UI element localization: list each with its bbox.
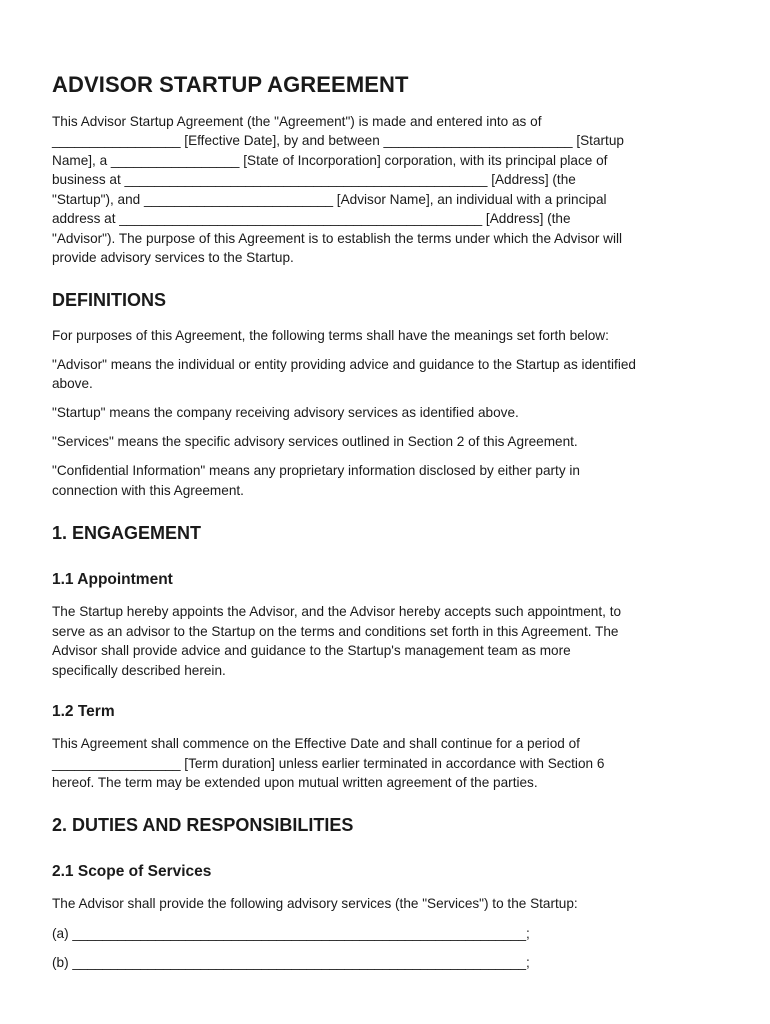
definitions-intro: For purposes of this Agreement, the following terms shall have the meanings set forth below: [52, 328, 609, 343]
scope-heading: 2.1 Scope of Services [52, 863, 212, 880]
term-line: This Agreement shall commence on the Effective Date and shall continue for a period of [52, 736, 580, 751]
definition-line: above. [52, 376, 93, 391]
appointment-line: Advisor shall provide advice and guidance to the Startup's management team as more [52, 643, 571, 658]
definition-startup: "Startup" means the company receiving advisory services as identified above. [52, 405, 519, 420]
service-item-b: (b) ____________________________________________________________; [52, 955, 530, 970]
term-heading: 1.2 Term [52, 703, 115, 720]
term-line: hereof. The term may be extended upon mutual written agreement of the parties. [52, 775, 538, 790]
intro-line: address at ________________________________________________ [Address] (the [52, 211, 571, 226]
term-line: _________________ [Term duration] unless earlier terminated in accordance with Section 6 [52, 756, 605, 771]
engagement-heading: 1. ENGAGEMENT [52, 523, 202, 543]
appointment-line: The Startup hereby appoints the Advisor, and the Advisor hereby accepts such appointment, to [52, 604, 622, 619]
definition-services: "Services" means the specific advisory services outlined in Section 2 of this Agreement. [52, 434, 578, 449]
duties-heading: 2. DUTIES AND RESPONSIBILITIES [52, 815, 354, 835]
appointment-heading: 1.1 Appointment [52, 571, 173, 588]
definition-line: "Advisor" means the individual or entity providing advice and guidance to the Startup as identified [52, 357, 636, 372]
intro-line: "Advisor"). The purpose of this Agreement is to establish the terms under which the Advisor will [52, 231, 623, 246]
appointment-line: serve as an advisor to the Startup on the terms and conditions set forth in this Agreement. The [52, 624, 619, 639]
appointment-line: specifically described herein. [52, 663, 226, 678]
intro-line: This Advisor Startup Agreement (the "Agreement") is made and entered into as of [52, 114, 542, 129]
intro-line: "Startup"), and _________________________ [Advisor Name], an individual with a principal [52, 192, 607, 207]
service-item-a: (a) ____________________________________________________________; [52, 926, 530, 941]
intro-line: provide advisory services to the Startup. [52, 250, 294, 265]
intro-line: _________________ [Effective Date], by and between _________________________ [Startup [52, 133, 624, 148]
definition-line: "Confidential Information" means any proprietary information disclosed by either party in [52, 463, 580, 478]
intro-line: business at ________________________________________________ [Address] (the [52, 172, 576, 187]
document-title: ADVISOR STARTUP AGREEMENT [52, 72, 409, 97]
scope-intro: The Advisor shall provide the following advisory services (the "Services") to the Startup: [52, 896, 578, 911]
definition-line: connection with this Agreement. [52, 483, 244, 498]
intro-line: Name], a _________________ [State of Incorporation] corporation, with its principal place of [52, 153, 608, 168]
definitions-heading: DEFINITIONS [52, 290, 167, 310]
